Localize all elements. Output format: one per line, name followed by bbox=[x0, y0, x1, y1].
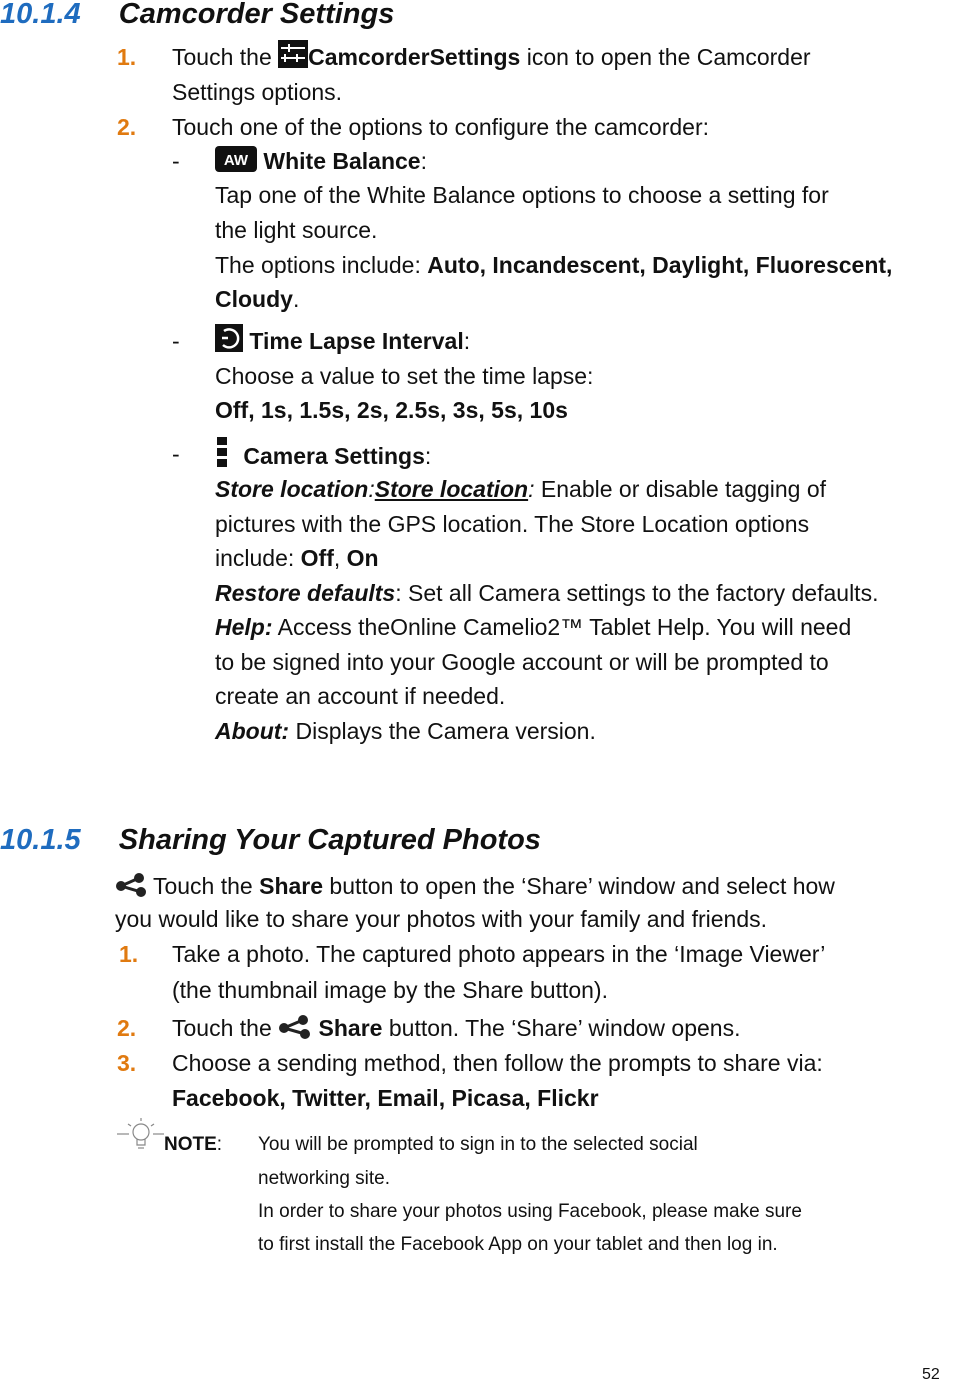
share-intro bbox=[115, 869, 835, 906]
lightbulb-icon bbox=[114, 1116, 166, 1159]
step-number: 1. bbox=[117, 44, 137, 70]
step-text: Touch one of the options to configure the camcorder: bbox=[172, 114, 709, 140]
camera-settings-label: Camera Settings bbox=[243, 443, 425, 469]
share-intro-text: Touch the bbox=[147, 873, 260, 899]
camcorder-settings-icon bbox=[278, 40, 308, 77]
share-intro-text: button to open the ‘Share’ window and select how bbox=[323, 873, 835, 899]
restore-defaults-item bbox=[215, 576, 878, 610]
option-on: On bbox=[346, 545, 379, 571]
about-item bbox=[215, 714, 596, 748]
period: . bbox=[292, 286, 300, 312]
options-prefix: The options include: bbox=[215, 252, 428, 278]
step-text-part: Touch the bbox=[172, 1015, 279, 1041]
camcorder-settings-label: CamcorderSettings bbox=[308, 44, 521, 70]
step-number: 2. bbox=[117, 1015, 137, 1041]
note-text: to first install the Facebook App on your tablet and then log in. bbox=[258, 1234, 778, 1255]
time-lapse-desc: Choose a value to set the time lapse: bbox=[215, 363, 594, 389]
store-location-desc: pictures with the GPS location. The Store Location options bbox=[215, 511, 810, 537]
white-balance-item bbox=[215, 144, 427, 181]
page-number: 52 bbox=[922, 1366, 940, 1383]
colon: : bbox=[463, 328, 471, 354]
share-icon bbox=[115, 872, 147, 906]
store-location-link: Store location bbox=[374, 476, 529, 502]
about-desc: Displays the Camera version. bbox=[289, 718, 596, 744]
step-number: 3. bbox=[117, 1050, 137, 1076]
colon: : bbox=[420, 148, 427, 174]
step-text-part: icon to open the Camcorder bbox=[520, 44, 811, 70]
colon: : bbox=[424, 443, 432, 469]
share-label: Share bbox=[259, 873, 324, 899]
section-title: Sharing Your Captured Photos bbox=[118, 824, 541, 856]
option-off: Off bbox=[300, 545, 334, 571]
more-options-icon bbox=[215, 437, 229, 476]
white-balance-options-continued bbox=[215, 282, 299, 316]
share-intro-continued: you would like to share your photos with your family and friends. bbox=[115, 906, 767, 932]
camera-settings-item bbox=[215, 437, 431, 476]
options-list: Auto, Incandescent, Daylight, Fluorescent, bbox=[427, 252, 893, 278]
share-methods: Facebook, Twitter, Email, Picasa, Flickr bbox=[172, 1085, 599, 1111]
section-number: 10.1.4 bbox=[0, 0, 81, 30]
restore-defaults-desc: : Set all Camera settings to the factory defaults. bbox=[395, 580, 879, 606]
store-location-desc: Enable or disable tagging of bbox=[534, 476, 827, 502]
comma: , bbox=[333, 545, 347, 571]
time-lapse-values: Off, 1s, 1.5s, 2s, 2.5s, 3s, 5s, 10s bbox=[215, 397, 568, 423]
help-desc: Access theOnline Camelio2™ Tablet Help. You will need bbox=[272, 614, 852, 640]
note-text: You will be prompted to sign in to the selected social bbox=[258, 1134, 698, 1155]
store-location-item bbox=[215, 472, 826, 506]
note-label-text: NOTE bbox=[164, 1134, 217, 1155]
bullet-dash: - bbox=[172, 441, 180, 467]
white-balance-icon bbox=[215, 146, 257, 181]
bullet-dash: - bbox=[172, 148, 180, 174]
colon: : bbox=[216, 1134, 223, 1155]
store-location-label: Store location bbox=[215, 476, 369, 502]
white-balance-desc: Tap one of the White Balance options to choose a setting for bbox=[215, 182, 829, 208]
help-item bbox=[215, 610, 851, 644]
restore-defaults-label: Restore defaults bbox=[215, 580, 396, 606]
store-location-options bbox=[215, 541, 379, 575]
time-lapse-label: Time Lapse Interval bbox=[249, 328, 464, 354]
bullet-dash: - bbox=[172, 328, 180, 354]
note-label bbox=[164, 1129, 222, 1160]
note-text: networking site. bbox=[258, 1168, 391, 1189]
step-text: Choose a sending method, then follow the prompts to share via: bbox=[172, 1050, 823, 1076]
help-desc: to be signed into your Google account or will be prompted to bbox=[215, 649, 829, 675]
white-balance-desc: the light source. bbox=[215, 217, 378, 243]
step-text-continued: (the thumbnail image by the Share button). bbox=[172, 977, 608, 1003]
white-balance-options bbox=[215, 248, 892, 282]
share-icon bbox=[278, 1014, 312, 1048]
step-text-continued: Settings options. bbox=[172, 79, 343, 105]
colon: : bbox=[528, 476, 535, 502]
step-text-part: button. The ‘Share’ window opens. bbox=[382, 1015, 741, 1041]
svg-text:AW: AW bbox=[223, 152, 249, 169]
section-heading-10-1-4 bbox=[0, 0, 394, 32]
separator: : bbox=[368, 476, 375, 502]
share-label: Share bbox=[318, 1015, 383, 1041]
step-number: 2. bbox=[117, 114, 137, 140]
time-lapse-item bbox=[215, 324, 470, 361]
about-label: About: bbox=[215, 718, 290, 744]
step-text bbox=[172, 1011, 740, 1048]
options-list: Cloudy bbox=[215, 286, 293, 312]
step-text: Take a photo. The captured photo appears in the ‘Image Viewer’ bbox=[172, 941, 826, 967]
section-heading-10-1-5 bbox=[0, 822, 541, 858]
section-number: 10.1.5 bbox=[0, 824, 81, 856]
white-balance-label: White Balance bbox=[263, 148, 421, 174]
step-text bbox=[172, 40, 811, 77]
step-text-part: Touch the bbox=[172, 44, 279, 70]
help-label: Help: bbox=[215, 614, 273, 640]
section-title: Camcorder Settings bbox=[118, 0, 395, 30]
help-desc: create an account if needed. bbox=[215, 683, 506, 709]
time-lapse-icon bbox=[215, 324, 243, 361]
step-number: 1. bbox=[119, 941, 139, 967]
note-text: In order to share your photos using Facebook, please make sure bbox=[258, 1201, 802, 1222]
options-prefix: include: bbox=[215, 545, 301, 571]
